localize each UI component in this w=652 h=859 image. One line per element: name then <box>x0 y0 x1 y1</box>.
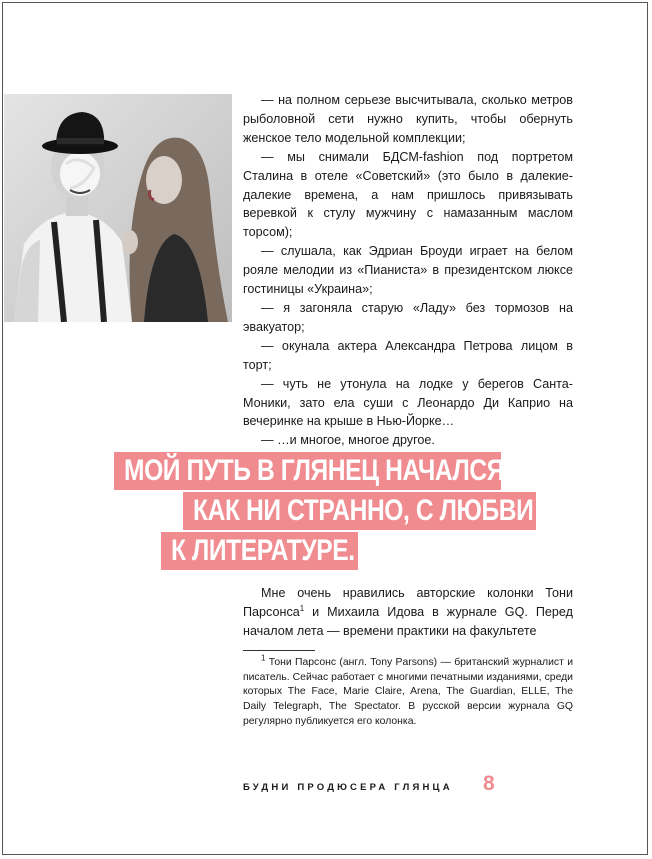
pull-quote-line-1 <box>114 452 511 490</box>
paragraph: — чуть не утонула на лодке у берегов Санта-Моники, зато ела суши с Леонардо Ди Каприо на вечеринке на крыше в Нью-Йорке… <box>243 376 573 429</box>
paragraph-text: и Михаила Идова в журнале GQ. Перед началом лета — времени практики на факультете <box>243 604 573 638</box>
paragraph: — окунала актера Александра Петрова лицом в торт; <box>243 338 573 372</box>
footnote-text: Тони Парсонс (англ. Tony Parsons) — британский журналист и писатель. Сейчас работает с многими печатными изданиями, среди которых The Face, Marie Claire, Arena, The Guardian, ELLE, The Daily Telegraph, The Spectator. В русской версии журнала GQ регулярно публикуется его колонка. <box>243 657 573 727</box>
paragraph: — на полном серьезе высчитывала, сколько метров рыболовной сети нужно купить, чтобы обернуть женское тело модельной комплекции; <box>243 93 573 145</box>
footnote-reference: 1 <box>299 603 305 613</box>
footnote-paragraph <box>243 653 573 730</box>
paragraph-text: Мне очень нравились авторские колонки Тони Парсонса <box>243 586 573 619</box>
pull-quote-text: МОЙ ПУТЬ В ГЛЯНЕЦ НАЧАЛСЯ, <box>124 454 511 487</box>
photo-image <box>4 94 232 322</box>
paragraph <box>243 584 573 641</box>
body-text <box>243 91 573 450</box>
footnote-divider <box>243 650 315 651</box>
pull-quote-text: КАК НИ СТРАННО, С ЛЮБВИ <box>193 494 534 527</box>
page-number: 8 <box>483 772 495 795</box>
pull-quote-line-2 <box>183 492 536 530</box>
photo <box>4 94 232 322</box>
paragraph: — мы снимали БДСМ-fashion под портретом Сталина в отеле «Советский» (это было в далекие-далекие времена, а нам пришлось привязывать веревкой к стулу мужчину с намазанным маслом торсом); <box>243 149 573 240</box>
footnote-marker: 1 <box>261 653 266 663</box>
pull-quote-text: К ЛИТЕРАТУРЕ. <box>171 534 355 567</box>
running-head: БУДНИ ПРОДЮСЕРА ГЛЯНЦА <box>243 782 453 793</box>
paragraph: — слушала, как Эдриан Броуди играет на белом рояле мелодии из «Пианиста» в президентском люксе гостиницы «Украина»; <box>243 244 573 297</box>
pull-quote-line-3 <box>161 532 358 570</box>
footnote <box>243 653 573 730</box>
paragraph: — …и многое, многое другое. <box>261 433 435 448</box>
body-text-continued <box>243 584 573 641</box>
paragraph: — я загоняла старую «Ладу» без тормозов на эвакуатор; <box>243 300 573 334</box>
